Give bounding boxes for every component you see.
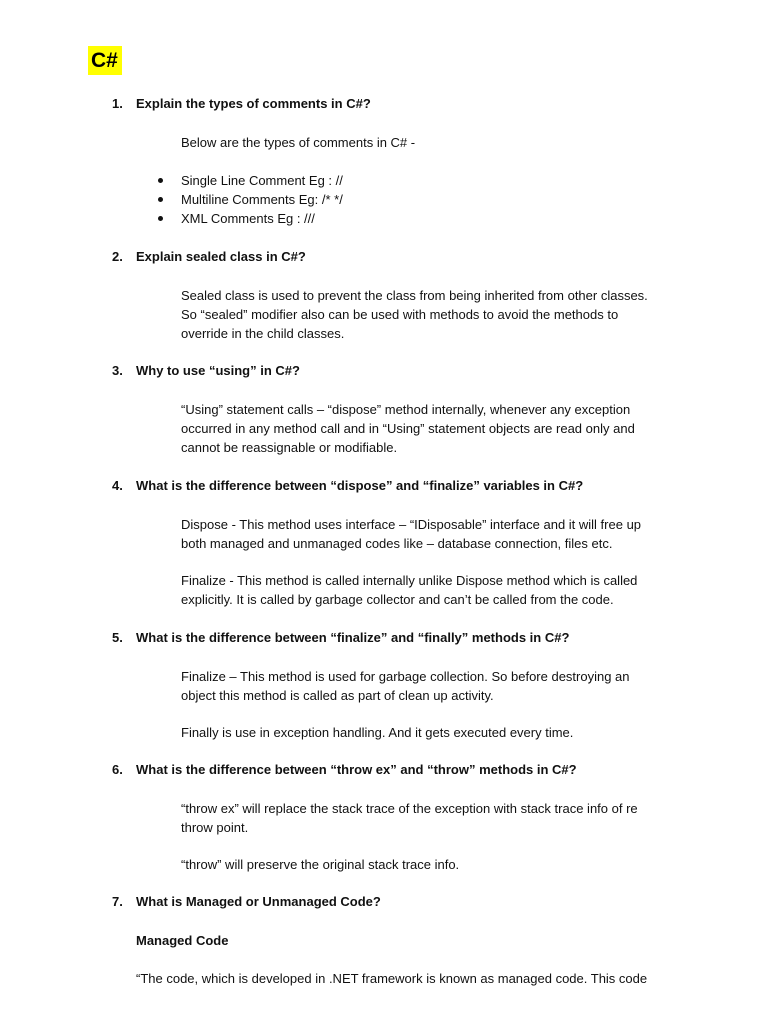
question-number: 3. — [112, 363, 123, 378]
bullet-icon — [158, 216, 163, 221]
answer-line: Finalize – This method is used for garbage collection. So before destroying an — [181, 669, 630, 684]
question-2-heading — [112, 248, 306, 266]
question-5-finalize-answer — [181, 667, 681, 705]
answer-line: occurred in any method call and in “Using” statement objects are read only and — [181, 421, 635, 436]
question-number: 5. — [112, 630, 123, 645]
list-item: Single Line Comment Eg : // — [157, 171, 343, 190]
question-4-dispose-answer — [181, 515, 681, 553]
answer-line: throw point. — [181, 820, 249, 835]
answer-line: “throw” will preserve the original stack trace info. — [181, 857, 460, 872]
answer-line: object this method is called as part of clean up activity. — [181, 688, 494, 703]
answer-line: “Using” statement calls – “dispose” method internally, whenever any exception — [181, 402, 631, 417]
answer-line: Finalize - This method is called internally unlike Dispose method which is called — [181, 573, 638, 588]
question-text: What is the difference between “finalize” and “finally” methods in C#? — [136, 630, 570, 645]
question-number: 4. — [112, 478, 123, 493]
managed-code-body: “The code, which is developed in .NET framework is known as managed code. This code — [136, 971, 648, 986]
question-5-heading — [112, 629, 569, 647]
question-text: Why to use “using” in C#? — [136, 363, 300, 378]
question-text: Explain the types of comments in C#? — [136, 96, 371, 111]
comment-types-list — [157, 171, 343, 228]
question-number: 2. — [112, 249, 123, 264]
question-7-heading — [112, 893, 381, 911]
question-2-answer — [181, 286, 681, 343]
question-text: What is the difference between “dispose” and “finalize” variables in C#? — [136, 478, 584, 493]
bullet-icon — [158, 197, 163, 202]
bullet-icon — [158, 178, 163, 183]
question-6-heading — [112, 761, 577, 779]
answer-line: “throw ex” will replace the stack trace of the exception with stack trace info of re — [181, 801, 638, 816]
question-3-answer — [181, 400, 681, 457]
answer-line: Sealed class is used to prevent the class from being inherited from other classes. — [181, 288, 648, 303]
question-6-throw-ex-answer — [181, 799, 681, 837]
answer-line: both managed and unmanaged codes like – database connection, files etc. — [181, 536, 613, 551]
question-number: 6. — [112, 762, 123, 777]
question-4-finalize-answer — [181, 571, 681, 609]
question-6-throw-answer — [181, 855, 681, 874]
answer-line: Dispose - This method uses interface – “IDisposable” interface and it will free up — [181, 517, 642, 532]
question-text: What is the difference between “throw ex” and “throw” methods in C#? — [136, 762, 577, 777]
question-5-finally-answer — [181, 723, 681, 742]
question-number: 1. — [112, 96, 123, 111]
list-item: Multiline Comments Eg: /* */ — [157, 190, 343, 209]
answer-line: cannot be reassignable or modifiable. — [181, 440, 398, 455]
answer-line: Finally is use in exception handling. And it gets executed every time. — [181, 725, 574, 740]
answer-line: explicitly. It is called by garbage collector and can’t be called from the code. — [181, 592, 614, 607]
question-4-heading — [112, 477, 583, 495]
question-3-heading — [112, 362, 300, 380]
question-1-heading — [112, 95, 371, 113]
question-1-intro — [181, 133, 681, 152]
managed-code-heading: Managed Code — [136, 933, 229, 948]
answer-line: override in the child classes. — [181, 326, 345, 341]
document-title: C# — [88, 46, 122, 75]
answer-line: Below are the types of comments in C# - — [181, 135, 416, 150]
question-text: What is Managed or Unmanaged Code? — [136, 894, 381, 909]
answer-line: So “sealed” modifier also can be used with methods to avoid the methods to — [181, 307, 619, 322]
question-text: Explain sealed class in C#? — [136, 249, 306, 264]
list-item: XML Comments Eg : /// — [157, 209, 343, 228]
question-number: 7. — [112, 894, 123, 909]
